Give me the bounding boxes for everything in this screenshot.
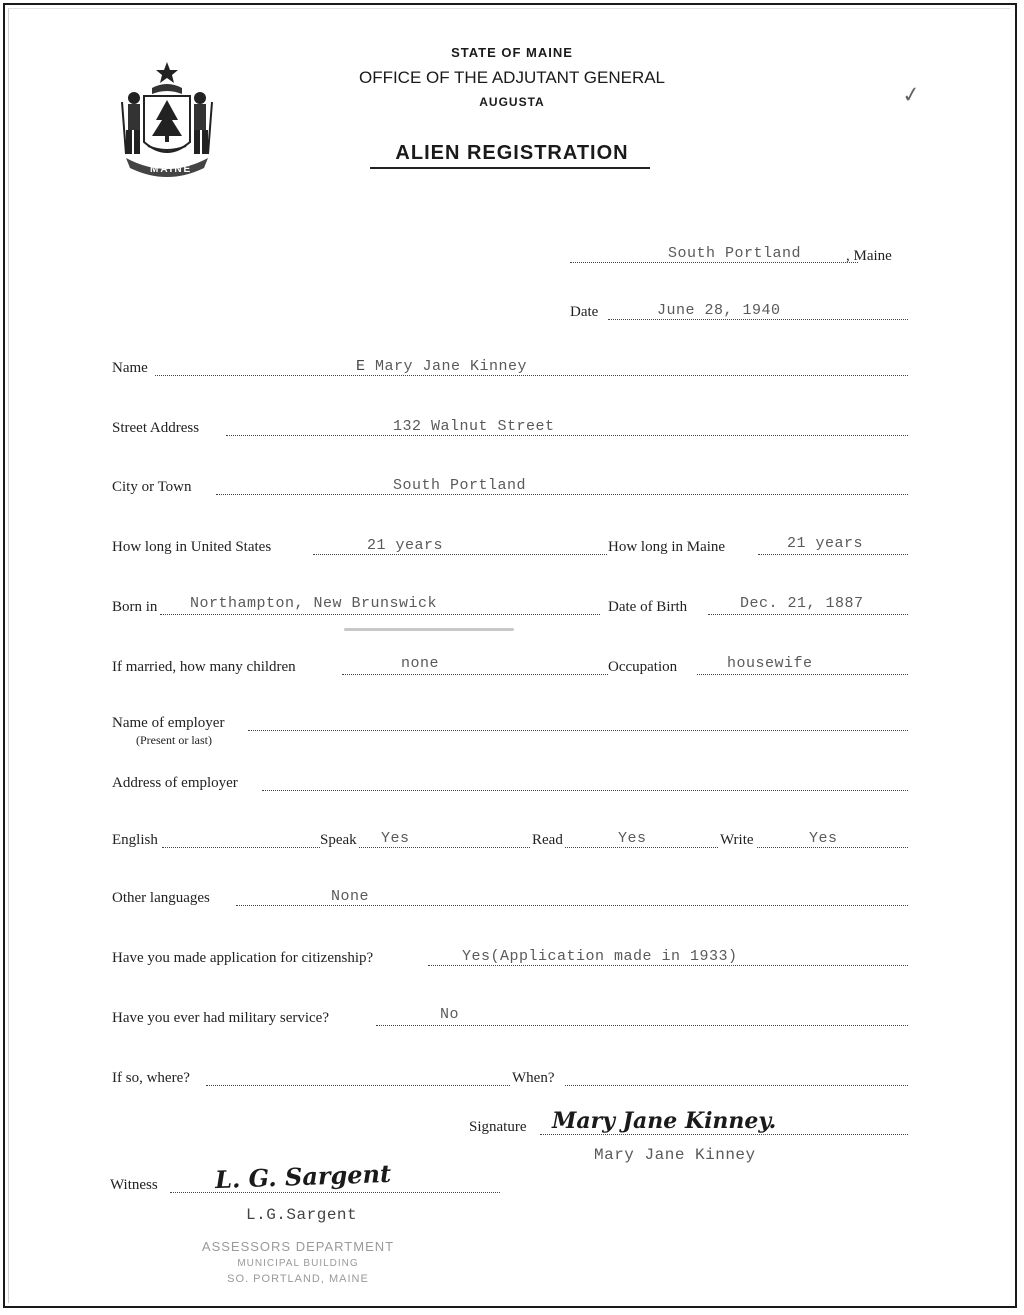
location-value: South Portland xyxy=(668,245,802,262)
title-underline xyxy=(370,167,650,169)
occupation-value: housewife xyxy=(727,655,813,672)
name-strike-mark: E xyxy=(356,358,366,375)
english-label: English xyxy=(112,832,158,848)
signature-handwritten: Mary Jane Kinney. xyxy=(552,1108,777,1134)
seal-banner-text: MAINE xyxy=(150,164,193,175)
born-value: Northampton, New Brunswick xyxy=(190,595,438,612)
employer-name-label: Name of employer xyxy=(112,715,225,731)
header-office: OFFICE OF THE ADJUTANT GENERAL xyxy=(358,68,666,87)
write-value: Yes xyxy=(809,830,838,847)
military-label: Have you ever had military service? xyxy=(112,1010,329,1026)
read-label: Read xyxy=(532,832,563,848)
assessors-stamp-line3: SO. PORTLAND, MAINE xyxy=(227,1273,369,1285)
citizenship-line xyxy=(428,965,908,966)
city-value: South Portland xyxy=(393,477,527,494)
location-line xyxy=(570,262,858,263)
us-duration-value: 21 years xyxy=(367,537,444,554)
street-value: 132 Walnut Street xyxy=(393,418,555,435)
write-label: Write xyxy=(720,832,754,848)
occupation-line xyxy=(697,674,908,675)
dob-value: Dec. 21, 1887 xyxy=(740,595,864,612)
where-label: If so, where? xyxy=(112,1070,190,1086)
employer-name-line xyxy=(248,730,908,731)
street-line xyxy=(226,435,908,436)
witness-typed: L.G.Sargent xyxy=(246,1206,358,1224)
other-languages-label: Other languages xyxy=(112,890,210,906)
when-line xyxy=(565,1085,908,1086)
date-label: Date xyxy=(570,304,599,320)
page-inner-border xyxy=(8,8,1010,1303)
signature-label: Signature xyxy=(469,1119,527,1135)
name-value: Mary Jane Kinney xyxy=(375,358,528,375)
maine-duration-line xyxy=(758,554,908,555)
citizenship-label: Have you made application for citizenship? xyxy=(112,950,374,966)
speak-label: Speak xyxy=(320,832,357,848)
date-value: June 28, 1940 xyxy=(657,302,781,319)
speak-value: Yes xyxy=(381,830,410,847)
form-title: ALIEN REGISTRATION xyxy=(395,142,629,164)
military-value: No xyxy=(440,1006,460,1023)
born-line xyxy=(160,614,600,615)
read-value: Yes xyxy=(618,830,647,847)
employer-address-line xyxy=(262,790,908,791)
witness-label: Witness xyxy=(110,1177,158,1193)
street-label: Street Address xyxy=(112,420,200,436)
born-label: Born in xyxy=(112,599,158,615)
signature-typed: Mary Jane Kinney xyxy=(594,1146,756,1164)
born-smudge xyxy=(344,628,514,631)
other-languages-value: None xyxy=(331,888,370,905)
assessors-stamp-line2: MUNICIPAL BUILDING xyxy=(237,1258,359,1269)
other-languages-line xyxy=(236,905,908,906)
children-line xyxy=(342,674,608,675)
name-line xyxy=(155,375,908,376)
occupation-label: Occupation xyxy=(608,659,678,675)
us-duration-label: How long in United States xyxy=(112,539,272,555)
city-label: City or Town xyxy=(112,479,192,495)
dob-line xyxy=(708,614,908,615)
maine-duration-label: How long in Maine xyxy=(608,539,726,555)
header-city: AUGUSTA xyxy=(479,95,545,109)
children-label: If married, how many children xyxy=(112,659,296,675)
assessors-stamp-line1: ASSESSORS DEPARTMENT xyxy=(201,1239,395,1254)
name-label: Name xyxy=(112,360,148,376)
employer-name-sublabel: (Present or last) xyxy=(136,733,212,747)
when-label: When? xyxy=(512,1070,555,1086)
employer-address-label: Address of employer xyxy=(112,775,238,791)
dob-label: Date of Birth xyxy=(608,599,688,615)
header-state: STATE OF MAINE xyxy=(451,45,573,60)
us-duration-line xyxy=(313,554,607,555)
where-line xyxy=(206,1085,510,1086)
maine-duration-value: 21 years xyxy=(787,535,864,552)
military-line xyxy=(376,1025,908,1026)
citizenship-value: Yes(Application made in 1933) xyxy=(462,948,738,965)
date-line xyxy=(608,319,908,320)
location-suffix: , Maine xyxy=(846,248,892,264)
signature-line xyxy=(540,1134,908,1135)
city-line xyxy=(216,494,908,495)
children-value: none xyxy=(401,655,440,672)
check-mark-icon: ✓ xyxy=(900,80,923,109)
witness-handwritten: L. G. Sargent xyxy=(214,1158,392,1195)
